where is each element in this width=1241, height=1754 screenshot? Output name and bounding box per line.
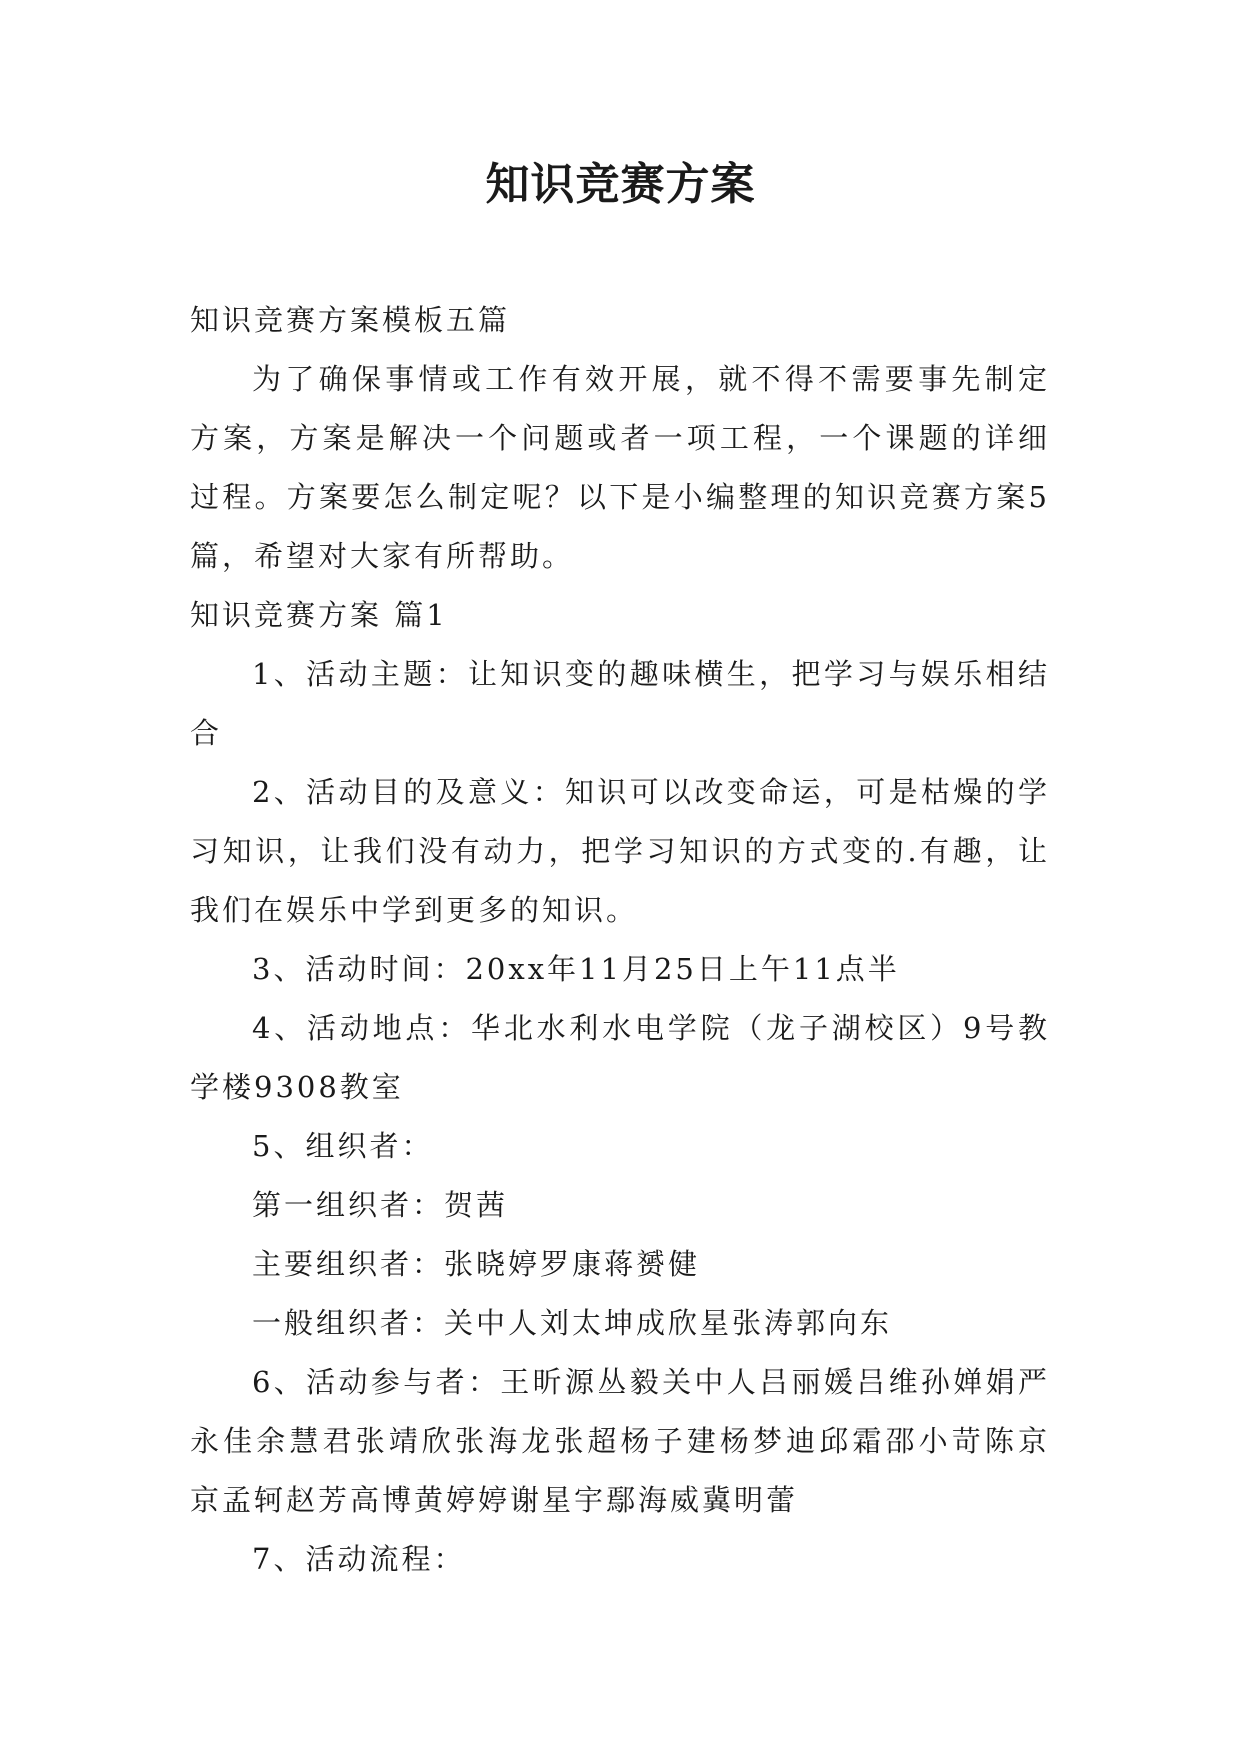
document-subtitle: 知识竞赛方案模板五篇 <box>190 303 511 337</box>
item-process: 7、活动流程： <box>252 1542 466 1576</box>
item-general-organizers: 一般组织者：关中人刘太坤成欣星张涛郭向东 <box>252 1306 893 1340</box>
item-location: 4、活动地点：华北水利水电学院（龙子湖校区）9号教学楼9308教室 <box>190 1011 1050 1104</box>
intro-paragraph: 为了确保事情或工作有效开展，就不得不需要事先制定方案，方案是解决一个问题或者一项工程，一个课题的详细过程。方案要怎么制定呢？以下是小编整理的知识竞赛方案5篇，希望对大家有所帮助。 <box>190 362 1050 573</box>
item-purpose: 2、活动目的及意义：知识可以改变命运，可是枯燥的学习知识，让我们没有动力，把学习知识的方式变的.有趣，让我们在娱乐中学到更多的知识。 <box>190 775 1050 927</box>
document-title: 知识竞赛方案 <box>485 159 756 210</box>
item-time: 3、活动时间：20xx年11月25日上午11点半 <box>252 952 900 986</box>
item-theme: 1、活动主题：让知识变的趣味横生，把学习与娱乐相结合 <box>190 657 1050 750</box>
document-body <box>190 291 1050 1589</box>
item-participants: 6、活动参与者：王昕源丛毅关中人吕丽媛吕维孙婵娟严永佳余慧君张靖欣张海龙张超杨子建杨梦迪邱霜邵小苛陈京京孟轲赵芳高博黄婷婷谢星宇鄢海威冀明蕾 <box>190 1365 1050 1517</box>
item-organizers-heading: 5、组织者： <box>252 1129 434 1163</box>
item-first-organizer: 第一组织者：贺茜 <box>252 1188 509 1222</box>
item-main-organizers: 主要组织者：张晓婷罗康蒋赟健 <box>252 1247 701 1281</box>
section-heading: 知识竞赛方案 篇1 <box>190 598 448 632</box>
